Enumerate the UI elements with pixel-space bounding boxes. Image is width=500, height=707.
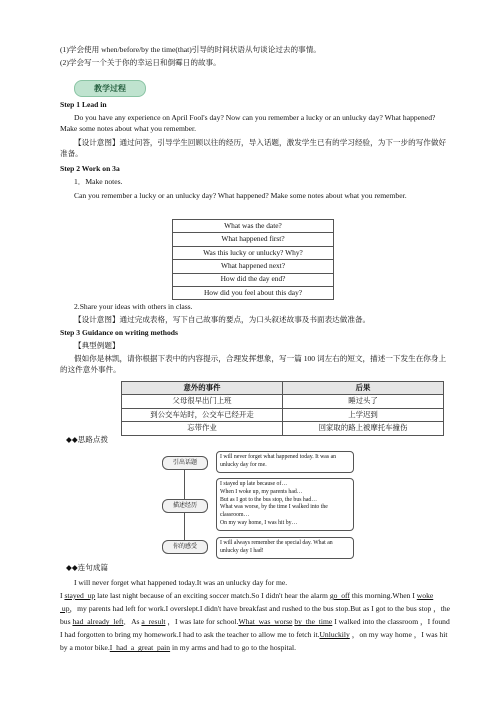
mindmap-node: 描述经历: [162, 499, 208, 513]
example-prompt: 假如你是林凯，请你根据下表中的内容提示，合理发挥想象，写一篇 100 词左右的短文，描述一下发生在你身上的这件意外事件。: [60, 354, 447, 374]
essay-head: ◆◆连句成篇: [66, 563, 109, 572]
step1-text: Do you have any experience on April Fool's day? Now can you remember a lucky or an unlucky day? What happened? Make some notes about what you remember.: [60, 113, 436, 133]
mindmap-box: I will never forget what happened today. It was an unlucky day for me.: [216, 451, 354, 473]
notes-table: [172, 219, 334, 300]
mindmap-node: 引出话题: [162, 456, 208, 470]
mindmap-head: ◆◆思路点拨: [66, 435, 109, 444]
table-cell: 上学迟到: [283, 408, 444, 421]
step3-title: Step 3 Guidance on writing methods: [60, 328, 178, 337]
step2-design: 【设计意图】通过完成表格，写下自己故事的要点，为口头叙述故事及书面表达做准备。: [74, 315, 371, 324]
table-row: Was this lucky or unlucky? Why?: [173, 246, 334, 259]
step2-title: Step 2 Work on 3a: [60, 164, 120, 173]
event-table: [121, 381, 444, 436]
table-row: How did you feel about this day?: [173, 286, 334, 299]
table-cell: 回家取的路上被摩托车撞伤: [283, 422, 444, 435]
essay-text: I will never forget what happened today.It was an unlucky day for me. I stayed up late last night because of an exciting soccer match.So I didn't hear the alarm go off this morning.When I woke up，my parents had left for work.I overslept.I didn't have breakfast and rushed to the bus stop.But as I got to the bus stop ，the bus had already left．As a result ，I was late for school.What was worse by the time I walked into the classroom ，I found I had forgotten to bring my homework.I had to ask the teacher to allow me to fetch it.Unluckily ，on my way home ，I was hit by a motor bike.I had a great pain in my arms and had to go to the hospital.: [60, 578, 451, 653]
table-row: How did the day end?: [173, 273, 334, 286]
table-cell: 到公交车站时，公交车已经开走: [122, 408, 283, 421]
table-row: What happened first?: [173, 233, 334, 246]
step2-item1: 1．Make notes.: [74, 177, 123, 186]
objective-1: (1)学会使用 when/before/by the time(that)引导的时间状语从句谈论过去的事情。: [60, 45, 321, 54]
table-cell: 忘带作业: [122, 422, 283, 435]
mindmap-box: I stayed up late because of… When I woke up, my parents had… But as I got to the bus stop, the bus had… What was worse, by the time I walked into the classroom… On my way home, I was hit by…: [216, 478, 354, 531]
table-header: 意外的事件: [122, 382, 283, 395]
step1-title: Step 1 Lead in: [60, 100, 107, 109]
section-badge: 教学过程: [74, 80, 146, 97]
table-cell: 睡过头了: [283, 395, 444, 408]
step1-design: 【设计意图】通过问答，引导学生回顾以往的经历，导入话题，激发学生已有的学习经验，为下一步的写作做好准备。: [60, 138, 447, 158]
mindmap-box: I will always remember the special day. What an unlucky day I had!: [216, 537, 354, 559]
objective-2: (2)学会写一个关于你的幸运日和倒霉日的故事。: [60, 58, 221, 67]
table-cell: 父母很早出门上班: [122, 395, 283, 408]
table-header: 后果: [283, 382, 444, 395]
table-row: What happened next?: [173, 260, 334, 273]
table-row: What was the date?: [173, 220, 334, 233]
mindmap-node: 你的感受: [162, 540, 208, 554]
example-head: 【典型例题】: [74, 341, 120, 350]
step2-item2: 2.Share your ideas with others in class.: [74, 302, 193, 311]
step2-text: Can you remember a lucky or an unlucky day? What happened? Make some notes about what you remember.: [74, 191, 407, 200]
